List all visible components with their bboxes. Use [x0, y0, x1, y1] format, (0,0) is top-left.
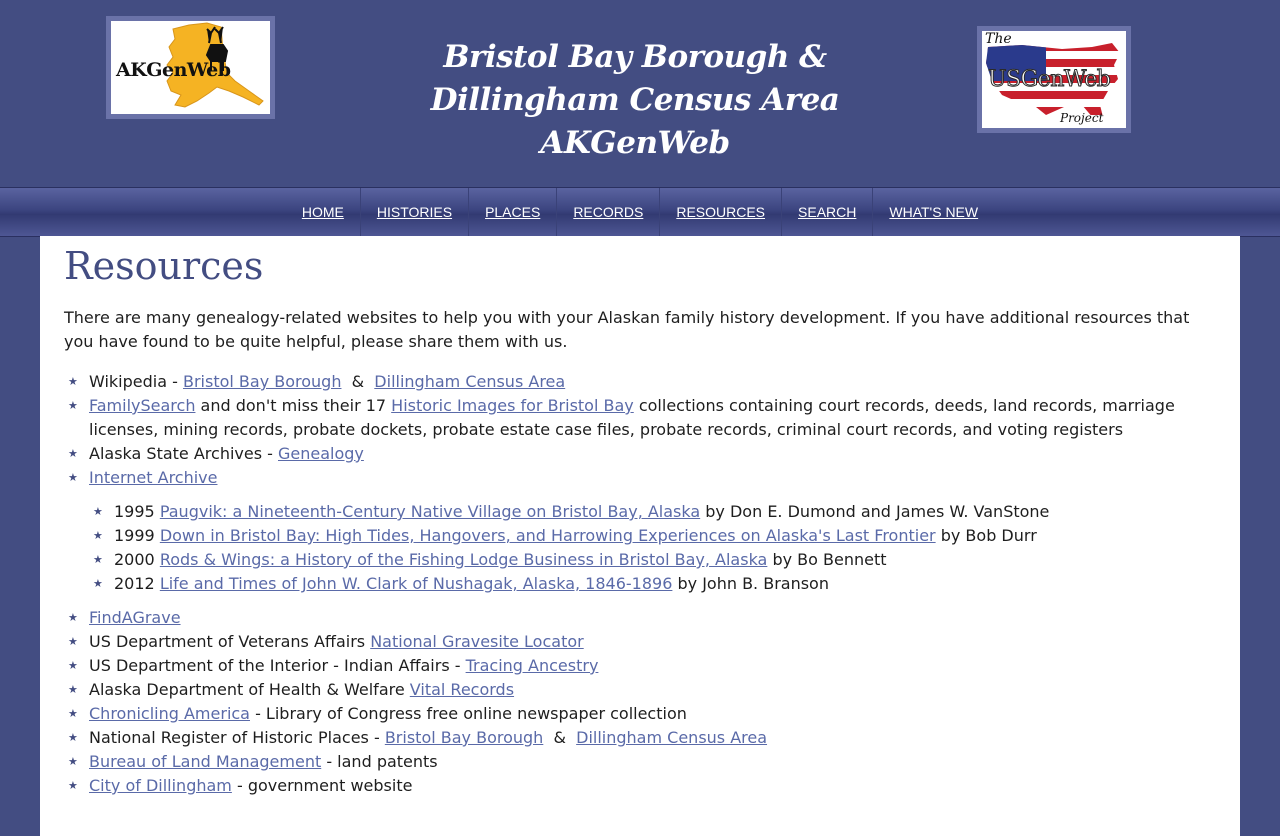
- nav-search[interactable]: SEARCH: [782, 188, 873, 236]
- resource-text: &: [543, 728, 577, 747]
- usgenweb-logo[interactable]: [977, 26, 1131, 133]
- site-title: [400, 36, 870, 165]
- resource-item: [64, 774, 1216, 798]
- resource-item: [64, 630, 1216, 654]
- resource-link[interactable]: Genealogy: [278, 444, 364, 463]
- resource-text: by Bob Durr: [935, 526, 1037, 545]
- resource-text: US Department of the Interior - Indian Affairs -: [89, 656, 466, 675]
- resource-text: and don't miss their 17: [195, 396, 392, 415]
- nav-whats-new[interactable]: WHAT'S NEW: [889, 204, 979, 220]
- resource-text: - land patents: [321, 752, 438, 771]
- star-bullet-icon: ★: [68, 471, 78, 484]
- resource-item: [64, 466, 1216, 596]
- resource-text: by John B. Branson: [672, 574, 829, 593]
- page-title: Resources: [64, 244, 264, 288]
- resource-item: [64, 750, 1216, 774]
- resource-text: &: [341, 372, 375, 391]
- main-content: [40, 236, 1240, 836]
- resource-text: Alaska State Archives -: [89, 444, 278, 463]
- nav-home[interactable]: HOME: [286, 188, 361, 236]
- resource-item: [89, 572, 1216, 596]
- resource-text: - Library of Congress free online newspaper collection: [249, 704, 687, 723]
- star-bullet-icon: ★: [68, 755, 78, 768]
- resource-item: [64, 678, 1216, 702]
- usgenweb-logo-the: The: [985, 31, 1012, 47]
- resource-item: [64, 442, 1216, 466]
- site-header: [0, 0, 1280, 187]
- resource-link[interactable]: Paugvik: a Nineteenth-Century Native Village on Bristol Bay, Alaska: [159, 502, 701, 521]
- resource-link[interactable]: Chronicling America: [89, 704, 250, 723]
- nav-resources[interactable]: RESOURCES: [660, 188, 782, 236]
- resource-item: [89, 524, 1216, 548]
- nav-places[interactable]: PLACES: [469, 188, 557, 236]
- resource-text: 1999: [114, 526, 160, 545]
- star-bullet-icon: ★: [68, 779, 78, 792]
- star-bullet-icon: ★: [68, 731, 78, 744]
- star-bullet-icon: ★: [68, 707, 78, 720]
- resource-text: 1995: [114, 502, 160, 521]
- resource-text: - government website: [231, 776, 413, 795]
- resource-link[interactable]: Rods & Wings: a History of the Fishing Lodge Business in Bristol Bay, Alaska: [159, 550, 768, 569]
- resource-item: [89, 548, 1216, 572]
- star-bullet-icon: ★: [93, 553, 103, 566]
- site-title-line-1: Bristol Bay Borough &: [443, 39, 827, 75]
- resource-link[interactable]: City of Dillingham: [89, 776, 232, 795]
- resource-link[interactable]: Tracing Ancestry: [465, 656, 599, 675]
- resource-text: by Don E. Dumond and James W. VanStone: [700, 502, 1050, 521]
- star-bullet-icon: ★: [68, 399, 78, 412]
- resource-item: [89, 500, 1216, 524]
- resource-link[interactable]: Dillingham Census Area: [576, 728, 768, 747]
- site-title-line-3: AKGenWeb: [540, 125, 730, 161]
- star-bullet-icon: ★: [68, 611, 78, 624]
- resource-link[interactable]: Bureau of Land Management: [89, 752, 322, 771]
- resource-item: [64, 394, 1216, 442]
- resource-link[interactable]: Dillingham Census Area: [374, 372, 566, 391]
- star-bullet-icon: ★: [93, 577, 103, 590]
- star-bullet-icon: ★: [93, 529, 103, 542]
- site-title-line-2: Dillingham Census Area: [430, 82, 840, 118]
- resource-item: [64, 370, 1216, 394]
- star-bullet-icon: ★: [68, 635, 78, 648]
- resource-list: [64, 370, 1216, 798]
- akgenweb-logo[interactable]: [106, 16, 275, 119]
- resource-link[interactable]: National Gravesite Locator: [370, 632, 584, 651]
- nav-records[interactable]: RECORDS: [557, 188, 660, 236]
- resource-link[interactable]: FamilySearch: [89, 396, 196, 415]
- resource-text: US Department of Veterans Affairs: [89, 632, 371, 651]
- sub-resource-list: [89, 500, 1216, 596]
- star-bullet-icon: ★: [68, 659, 78, 672]
- resource-item: [64, 702, 1216, 726]
- resource-text: 2000: [114, 550, 160, 569]
- resource-text: Wikipedia -: [89, 372, 183, 391]
- usgenweb-logo-project: Project: [1060, 111, 1104, 125]
- resource-text: by Bo Bennett: [767, 550, 887, 569]
- resource-link[interactable]: Life and Times of John W. Clark of Nushagak, Alaska, 1846-1896: [159, 574, 673, 593]
- akgenweb-logo-text: AKGenWeb: [116, 59, 231, 81]
- resource-link[interactable]: Internet Archive: [89, 468, 218, 487]
- star-bullet-icon: ★: [68, 683, 78, 696]
- resource-item: [64, 726, 1216, 750]
- usgenweb-logo-text: USGenWeb: [988, 67, 1111, 92]
- resource-link[interactable]: Bristol Bay Borough: [384, 728, 544, 747]
- resource-link[interactable]: Historic Images for Bristol Bay: [391, 396, 634, 415]
- resource-link[interactable]: Down in Bristol Bay: High Tides, Hangovers, and Harrowing Experiences on Alaska's Last Frontier: [159, 526, 936, 545]
- star-bullet-icon: ★: [93, 505, 103, 518]
- intro-paragraph: There are many genealogy-related websites to help you with your Alaskan family history development. If you have additional resources that you have found to be quite helpful, please share them with us.: [64, 308, 1190, 351]
- resource-text: Alaska Department of Health & Welfare: [89, 680, 410, 699]
- resource-link[interactable]: Vital Records: [409, 680, 515, 699]
- star-bullet-icon: ★: [68, 447, 78, 460]
- resource-link[interactable]: FindAGrave: [89, 608, 181, 627]
- resource-item: [64, 606, 1216, 630]
- resource-text: collections containing court records, deeds, land records, marriage licenses, mining records, probate dockets, probate estate case files, probate records, criminal court records, and voting registers: [89, 396, 1175, 439]
- main-navigation: [0, 187, 1280, 237]
- nav-histories[interactable]: HISTORIES: [361, 188, 469, 236]
- resource-item: [64, 654, 1216, 678]
- resource-text: National Register of Historic Places -: [89, 728, 385, 747]
- resource-link[interactable]: Bristol Bay Borough: [182, 372, 342, 391]
- star-bullet-icon: ★: [68, 375, 78, 388]
- resource-text: 2012: [114, 574, 160, 593]
